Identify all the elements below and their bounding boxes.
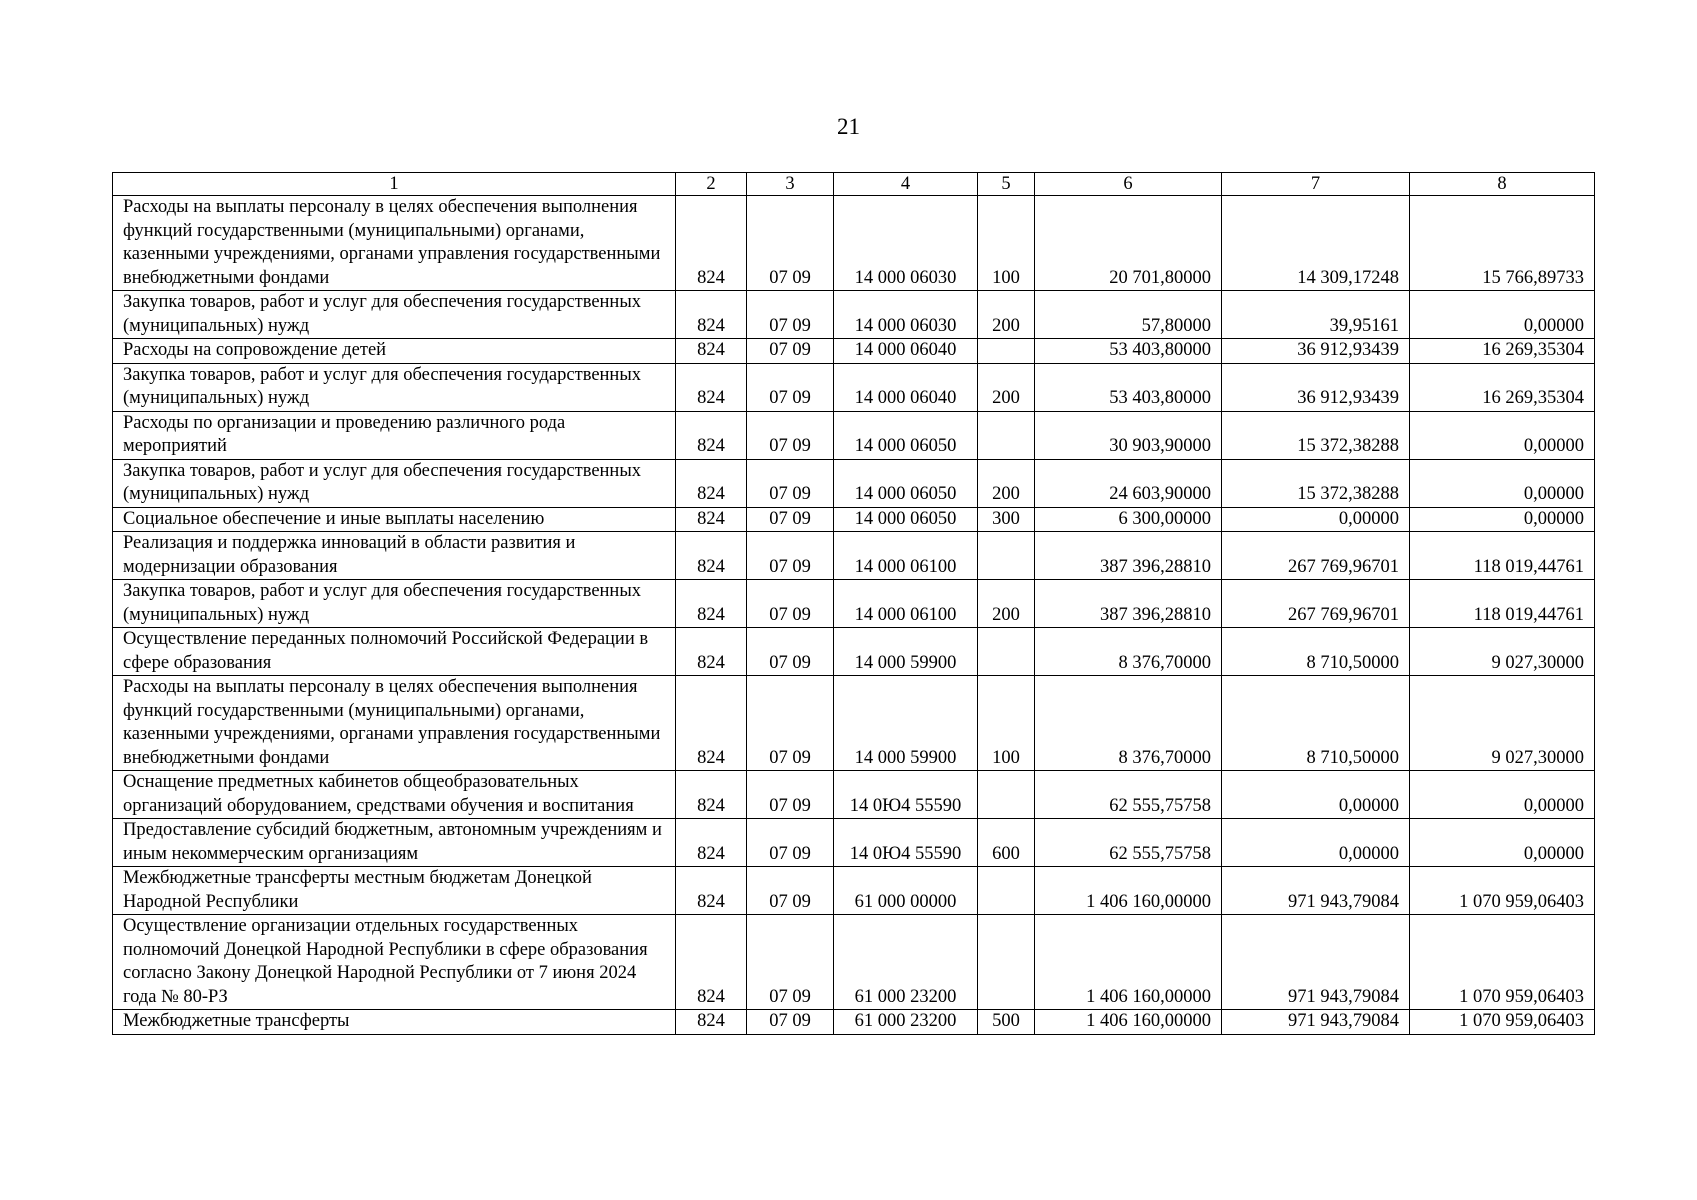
amount-col-8: 1 070 959,06403 (1410, 915, 1595, 1010)
expense-type-code (978, 628, 1035, 676)
amount-col-6: 20 701,80000 (1035, 196, 1222, 291)
section-code: 07 09 (747, 628, 834, 676)
amount-col-8: 9 027,30000 (1410, 628, 1595, 676)
table-row (113, 339, 1595, 364)
section-code: 07 09 (747, 507, 834, 532)
page-number: 21 (837, 114, 860, 139)
column-header: 4 (834, 173, 978, 196)
amount-col-7: 14 309,17248 (1222, 196, 1410, 291)
section-code: 07 09 (747, 459, 834, 507)
amount-col-7: 971 943,79084 (1222, 915, 1410, 1010)
ministry-code: 824 (676, 580, 747, 628)
ministry-code: 824 (676, 771, 747, 819)
expense-type-code: 200 (978, 459, 1035, 507)
expense-type-code: 100 (978, 196, 1035, 291)
section-code: 07 09 (747, 1010, 834, 1035)
amount-col-7: 971 943,79084 (1222, 867, 1410, 915)
amount-col-7: 39,95161 (1222, 291, 1410, 339)
column-header: 6 (1035, 173, 1222, 196)
row-description: Закупка товаров, работ и услуг для обеспечения государственных (муниципальных) нужд (113, 363, 676, 411)
expense-type-code: 200 (978, 580, 1035, 628)
amount-col-6: 1 406 160,00000 (1035, 867, 1222, 915)
table-row (113, 411, 1595, 459)
expense-type-code (978, 867, 1035, 915)
amount-col-6: 62 555,75758 (1035, 771, 1222, 819)
expense-type-code (978, 339, 1035, 364)
amount-col-7: 15 372,38288 (1222, 411, 1410, 459)
table-row (113, 532, 1595, 580)
target-article-code: 14 000 59900 (834, 628, 978, 676)
row-description: Закупка товаров, работ и услуг для обеспечения государственных (муниципальных) нужд (113, 291, 676, 339)
amount-col-7: 0,00000 (1222, 819, 1410, 867)
section-code: 07 09 (747, 291, 834, 339)
section-code: 07 09 (747, 339, 834, 364)
target-article-code: 61 000 23200 (834, 1010, 978, 1035)
column-header: 8 (1410, 173, 1595, 196)
ministry-code: 824 (676, 339, 747, 364)
amount-col-8: 118 019,44761 (1410, 580, 1595, 628)
header-row (113, 173, 1595, 196)
amount-col-7: 36 912,93439 (1222, 363, 1410, 411)
section-code: 07 09 (747, 676, 834, 771)
amount-col-8: 9 027,30000 (1410, 676, 1595, 771)
ministry-code: 824 (676, 196, 747, 291)
row-description: Расходы по организации и проведению различного рода мероприятий (113, 411, 676, 459)
table-row (113, 771, 1595, 819)
row-description: Реализация и поддержка инноваций в области развития и модернизации образования (113, 532, 676, 580)
amount-col-8: 16 269,35304 (1410, 339, 1595, 364)
column-header: 1 (113, 173, 676, 196)
ministry-code: 824 (676, 291, 747, 339)
expense-type-code: 100 (978, 676, 1035, 771)
row-description: Осуществление организации отдельных государственных полномочий Донецкой Народной Республики в сфере образования согласно Закону Донецкой Народной Республики от 7 июня 2024 года № 80-РЗ (113, 915, 676, 1010)
amount-col-6: 8 376,70000 (1035, 628, 1222, 676)
amount-col-7: 0,00000 (1222, 771, 1410, 819)
section-code: 07 09 (747, 867, 834, 915)
target-article-code: 14 000 06040 (834, 339, 978, 364)
target-article-code: 14 000 06050 (834, 411, 978, 459)
amount-col-7: 0,00000 (1222, 507, 1410, 532)
section-code: 07 09 (747, 580, 834, 628)
amount-col-6: 8 376,70000 (1035, 676, 1222, 771)
table-row (113, 676, 1595, 771)
amount-col-6: 6 300,00000 (1035, 507, 1222, 532)
ministry-code: 824 (676, 915, 747, 1010)
amount-col-6: 62 555,75758 (1035, 819, 1222, 867)
table-row (113, 1010, 1595, 1035)
amount-col-8: 0,00000 (1410, 411, 1595, 459)
amount-col-8: 16 269,35304 (1410, 363, 1595, 411)
amount-col-6: 57,80000 (1035, 291, 1222, 339)
amount-col-7: 15 372,38288 (1222, 459, 1410, 507)
amount-col-7: 267 769,96701 (1222, 580, 1410, 628)
ministry-code: 824 (676, 676, 747, 771)
target-article-code: 61 000 23200 (834, 915, 978, 1010)
amount-col-8: 15 766,89733 (1410, 196, 1595, 291)
target-article-code: 14 000 06030 (834, 291, 978, 339)
amount-col-6: 24 603,90000 (1035, 459, 1222, 507)
row-description: Закупка товаров, работ и услуг для обеспечения государственных (муниципальных) нужд (113, 580, 676, 628)
section-code: 07 09 (747, 411, 834, 459)
ministry-code: 824 (676, 459, 747, 507)
ministry-code: 824 (676, 867, 747, 915)
table-row (113, 363, 1595, 411)
target-article-code: 14 0Ю4 55590 (834, 819, 978, 867)
table-row (113, 819, 1595, 867)
amount-col-6: 387 396,28810 (1035, 580, 1222, 628)
table-row (113, 580, 1595, 628)
ministry-code: 824 (676, 628, 747, 676)
table-row (113, 915, 1595, 1010)
target-article-code: 14 000 06030 (834, 196, 978, 291)
row-description: Предоставление субсидий бюджетным, автономным учреждениям и иным некоммерческим организациям (113, 819, 676, 867)
expense-type-code (978, 915, 1035, 1010)
amount-col-6: 30 903,90000 (1035, 411, 1222, 459)
amount-col-8: 0,00000 (1410, 507, 1595, 532)
row-description: Расходы на сопровождение детей (113, 339, 676, 364)
row-description: Оснащение предметных кабинетов общеобразовательных организаций оборудованием, средствами обучения и воспитания (113, 771, 676, 819)
amount-col-7: 36 912,93439 (1222, 339, 1410, 364)
budget-table (112, 172, 1595, 1035)
table-row (113, 628, 1595, 676)
expense-type-code (978, 532, 1035, 580)
expense-type-code: 600 (978, 819, 1035, 867)
section-code: 07 09 (747, 771, 834, 819)
ministry-code: 824 (676, 507, 747, 532)
column-header: 2 (676, 173, 747, 196)
row-description: Расходы на выплаты персоналу в целях обеспечения выполнения функций государственными (муниципальными) органами, казенными учреждениями, органами управления государственными внебюджетными фондами (113, 196, 676, 291)
ministry-code: 824 (676, 1010, 747, 1035)
amount-col-8: 0,00000 (1410, 291, 1595, 339)
target-article-code: 14 000 06050 (834, 507, 978, 532)
amount-col-8: 0,00000 (1410, 459, 1595, 507)
column-header: 3 (747, 173, 834, 196)
target-article-code: 14 000 06050 (834, 459, 978, 507)
expense-type-code: 300 (978, 507, 1035, 532)
row-description: Осуществление переданных полномочий Российской Федерации в сфере образования (113, 628, 676, 676)
target-article-code: 14 0Ю4 55590 (834, 771, 978, 819)
row-description: Закупка товаров, работ и услуг для обеспечения государственных (муниципальных) нужд (113, 459, 676, 507)
amount-col-8: 118 019,44761 (1410, 532, 1595, 580)
row-description: Межбюджетные трансферты (113, 1010, 676, 1035)
amount-col-8: 0,00000 (1410, 819, 1595, 867)
ministry-code: 824 (676, 411, 747, 459)
expense-type-code: 500 (978, 1010, 1035, 1035)
column-header: 7 (1222, 173, 1410, 196)
ministry-code: 824 (676, 363, 747, 411)
amount-col-6: 53 403,80000 (1035, 363, 1222, 411)
ministry-code: 824 (676, 819, 747, 867)
expense-type-code (978, 771, 1035, 819)
amount-col-7: 8 710,50000 (1222, 628, 1410, 676)
ministry-code: 824 (676, 532, 747, 580)
amount-col-7: 971 943,79084 (1222, 1010, 1410, 1035)
target-article-code: 14 000 06100 (834, 580, 978, 628)
amount-col-6: 53 403,80000 (1035, 339, 1222, 364)
amount-col-8: 0,00000 (1410, 771, 1595, 819)
table-row (113, 507, 1595, 532)
amount-col-8: 1 070 959,06403 (1410, 867, 1595, 915)
row-description: Межбюджетные трансферты местным бюджетам Донецкой Народной Республики (113, 867, 676, 915)
row-description: Расходы на выплаты персоналу в целях обеспечения выполнения функций государственными (муниципальными) органами, казенными учреждениями, органами управления государственными внебюджетными фондами (113, 676, 676, 771)
amount-col-7: 267 769,96701 (1222, 532, 1410, 580)
section-code: 07 09 (747, 532, 834, 580)
expense-type-code (978, 411, 1035, 459)
amount-col-7: 8 710,50000 (1222, 676, 1410, 771)
amount-col-6: 387 396,28810 (1035, 532, 1222, 580)
table-row (113, 459, 1595, 507)
amount-col-6: 1 406 160,00000 (1035, 915, 1222, 1010)
column-header: 5 (978, 173, 1035, 196)
amount-col-6: 1 406 160,00000 (1035, 1010, 1222, 1035)
table-row (113, 196, 1595, 291)
expense-type-code: 200 (978, 363, 1035, 411)
amount-col-8: 1 070 959,06403 (1410, 1010, 1595, 1035)
section-code: 07 09 (747, 819, 834, 867)
section-code: 07 09 (747, 915, 834, 1010)
section-code: 07 09 (747, 196, 834, 291)
target-article-code: 14 000 06040 (834, 363, 978, 411)
target-article-code: 14 000 59900 (834, 676, 978, 771)
table-row (113, 867, 1595, 915)
expense-type-code: 200 (978, 291, 1035, 339)
row-description: Социальное обеспечение и иные выплаты населению (113, 507, 676, 532)
section-code: 07 09 (747, 363, 834, 411)
target-article-code: 61 000 00000 (834, 867, 978, 915)
table-row (113, 291, 1595, 339)
target-article-code: 14 000 06100 (834, 532, 978, 580)
